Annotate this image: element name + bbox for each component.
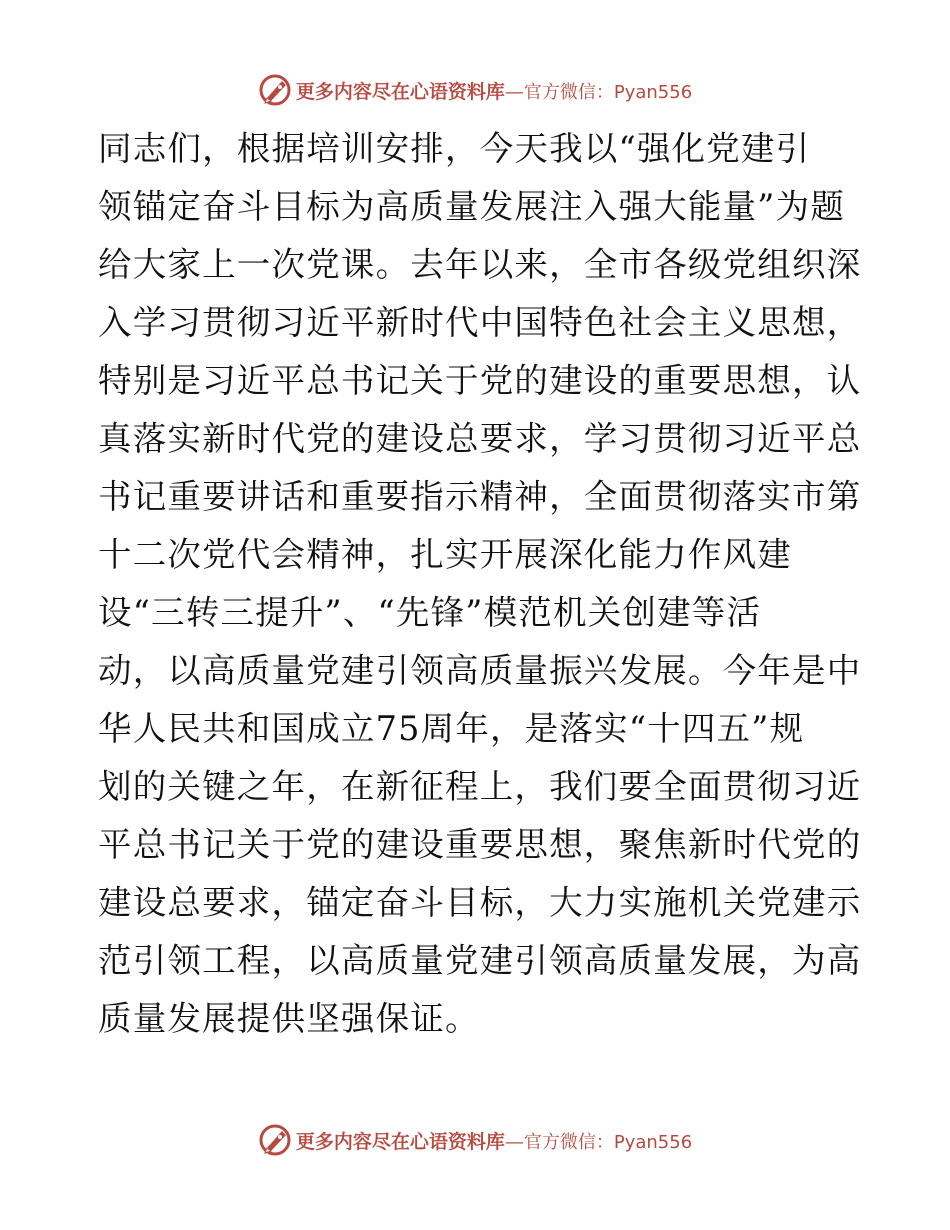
body-line: 入学习贯彻习近平新时代中国特色社会主义思想， — [98, 303, 862, 342]
footer-text — [296, 1127, 692, 1154]
header-separator: — — [504, 80, 524, 103]
footer-wechat-text: 官方微信：Pyan556 — [523, 1131, 693, 1153]
body-line: 同志们，根据培训安排，今天我以“强化党建引 — [98, 129, 811, 168]
body-line: 特别是习近平总书记关于党的建设的重要思想，认 — [98, 361, 862, 400]
body-line: 华人民共和国成立75周年，是落实“十四五”规 — [98, 709, 805, 748]
header-watermark — [0, 70, 950, 110]
body-line: 平总书记关于党的建设重要思想，聚焦新时代党的 — [98, 825, 862, 864]
body-line: 建设总要求，锚定奋斗目标，大力实施机关党建示 — [98, 883, 862, 922]
header-text — [296, 77, 692, 104]
footer-site-text: 更多内容尽在心语资料库 — [295, 1130, 505, 1153]
body-line: 领锚定奋斗目标为高质量发展注入强大能量”为题 — [98, 187, 846, 226]
pen-logo-icon — [258, 1123, 292, 1157]
footer-watermark — [0, 1120, 950, 1160]
header-site-text: 更多内容尽在心语资料库 — [295, 80, 505, 103]
body-line: 设“三转三提升”、“先锋”模范机关创建等活 — [98, 593, 762, 632]
body-line: 划的关键之年，在新征程上，我们要全面贯彻习近 — [98, 767, 862, 806]
document-body — [98, 120, 862, 1048]
body-line: 给大家上一次党课。去年以来，全市各级党组织深 — [98, 245, 862, 284]
body-line: 质量发展提供坚强保证。 — [98, 999, 480, 1038]
body-line: 真落实新时代党的建设总要求，学习贯彻习近平总 — [98, 419, 862, 458]
body-line: 动，以高质量党建引领高质量振兴发展。今年是中 — [98, 651, 862, 690]
header-wechat-text: 官方微信：Pyan556 — [523, 81, 693, 103]
pen-logo-icon — [258, 73, 292, 107]
body-line: 范引领工程，以高质量党建引领高质量发展，为高 — [98, 941, 862, 980]
body-line: 书记重要讲话和重要指示精神，全面贯彻落实市第 — [98, 477, 862, 516]
footer-separator: — — [504, 1130, 524, 1153]
body-line: 十二次党代会精神，扎实开展深化能力作风建 — [98, 535, 792, 574]
